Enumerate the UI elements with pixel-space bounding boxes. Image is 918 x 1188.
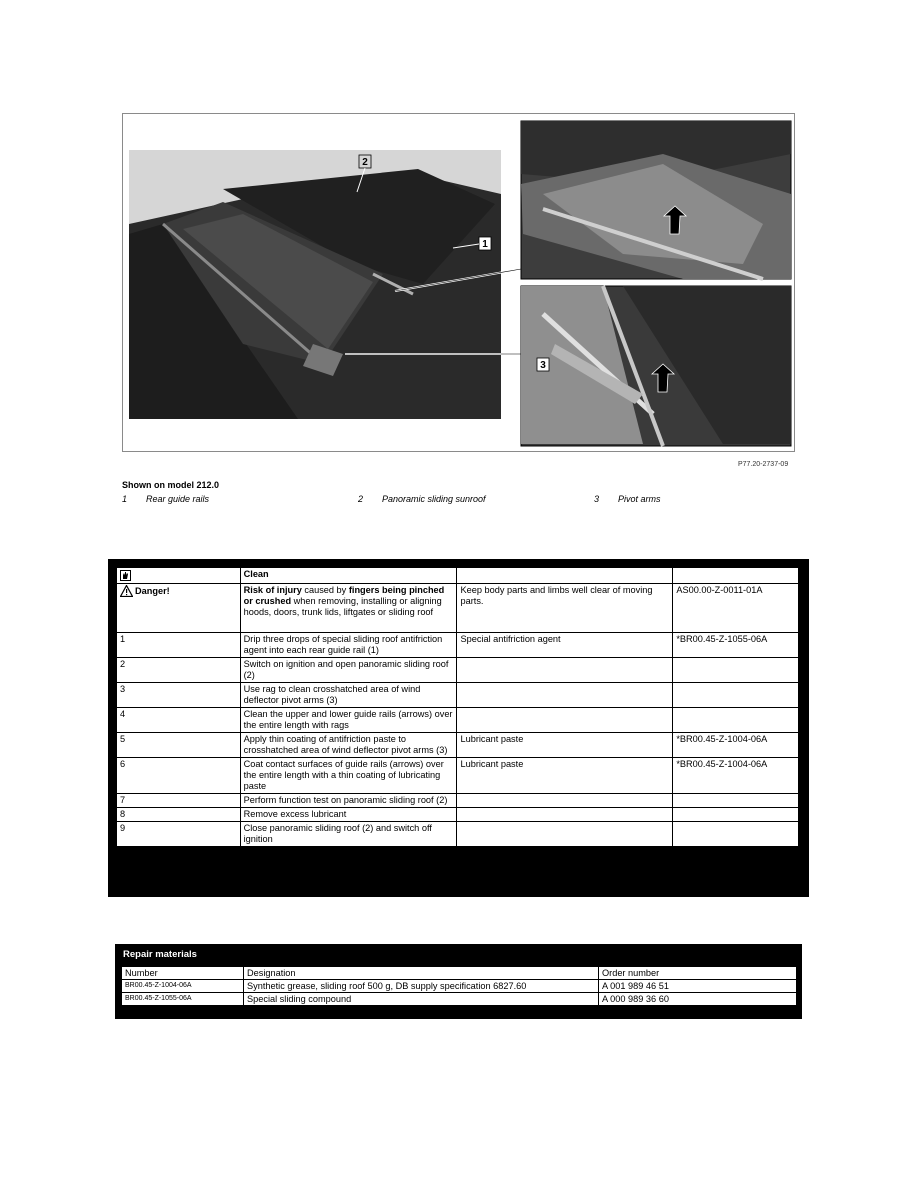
main-view	[129, 150, 501, 419]
hands-icon	[120, 570, 131, 581]
callout-2: 2	[362, 157, 368, 168]
table-row: 2 Switch on ignition and open panoramic sliding roof (2)	[117, 658, 799, 683]
table-row: BR00.45-Z-1004-06A Synthetic grease, sliding roof 500 g, DB supply specification 6827.60 A 001 989 46 51	[122, 980, 797, 993]
legend-item: 3 Pivot arms	[594, 494, 661, 504]
repair-materials-table	[115, 944, 802, 1019]
table-row: 3 Use rag to clean crosshatched area of wind deflector pivot arms (3)	[117, 683, 799, 708]
procedure-table	[108, 559, 809, 897]
table-row: 5 Apply thin coating of antifriction paste to crosshatched area of wind deflector pivot arms (3) Lubricant paste *BR00.45-Z-1004-06A	[117, 733, 799, 758]
warning-icon	[120, 585, 133, 597]
table-row: 7 Perform function test on panoramic sliding roof (2)	[117, 794, 799, 808]
figure-frame	[122, 113, 795, 452]
legend-item: 2 Panoramic sliding sunroof	[358, 494, 486, 504]
callout-3: 3	[540, 360, 546, 371]
repair-materials-title: Repair materials	[123, 949, 197, 960]
table-row: 6 Coat contact surfaces of guide rails (arrows) over the entire length with a thin coating of lubricating paste Lubricant paste *BR00.45-Z-1004-06A	[117, 758, 799, 794]
sunroof-illustration	[123, 114, 796, 453]
danger-doc: AS00.00-Z-0011-01A	[673, 584, 799, 633]
table-row: 4 Clean the upper and lower guide rails (arrows) over the entire length with rags	[117, 708, 799, 733]
table-header-row	[117, 568, 799, 584]
table-row: BR00.45-Z-1055-06A Special sliding compound A 000 989 36 60	[122, 993, 797, 1006]
callout-1: 1	[482, 239, 488, 250]
shown-on-model: Shown on model 212.0	[122, 480, 220, 490]
danger-row: Danger! Risk of injury caused by fingers being pinched or crushed when removing, installing or aligning hoods, doors, trunk lids, liftgates or sliding roof Keep body parts and limbs well clear of moving parts. AS00.00-Z-0011-01A	[117, 584, 799, 633]
legend-item: 1 Rear guide rails	[122, 494, 210, 504]
danger-measure: Keep body parts and limbs well clear of moving parts.	[457, 584, 673, 633]
danger-label: Danger!	[135, 586, 170, 596]
table-row: 1 Drip three drops of special sliding roof antifriction agent into each rear guide rail (1) Special antifriction agent *BR00.45-Z-1055-06A	[117, 633, 799, 658]
table-row: 9 Close panoramic sliding roof (2) and switch off ignition	[117, 822, 799, 847]
inset-top	[521, 121, 791, 279]
table-row: 8 Remove excess lubricant	[117, 808, 799, 822]
figure-code: P77.20-2737-09	[738, 461, 789, 468]
header-title: Clean	[240, 568, 457, 584]
table-header-row: Number Designation Order number	[122, 967, 797, 980]
inset-bottom	[521, 286, 791, 446]
